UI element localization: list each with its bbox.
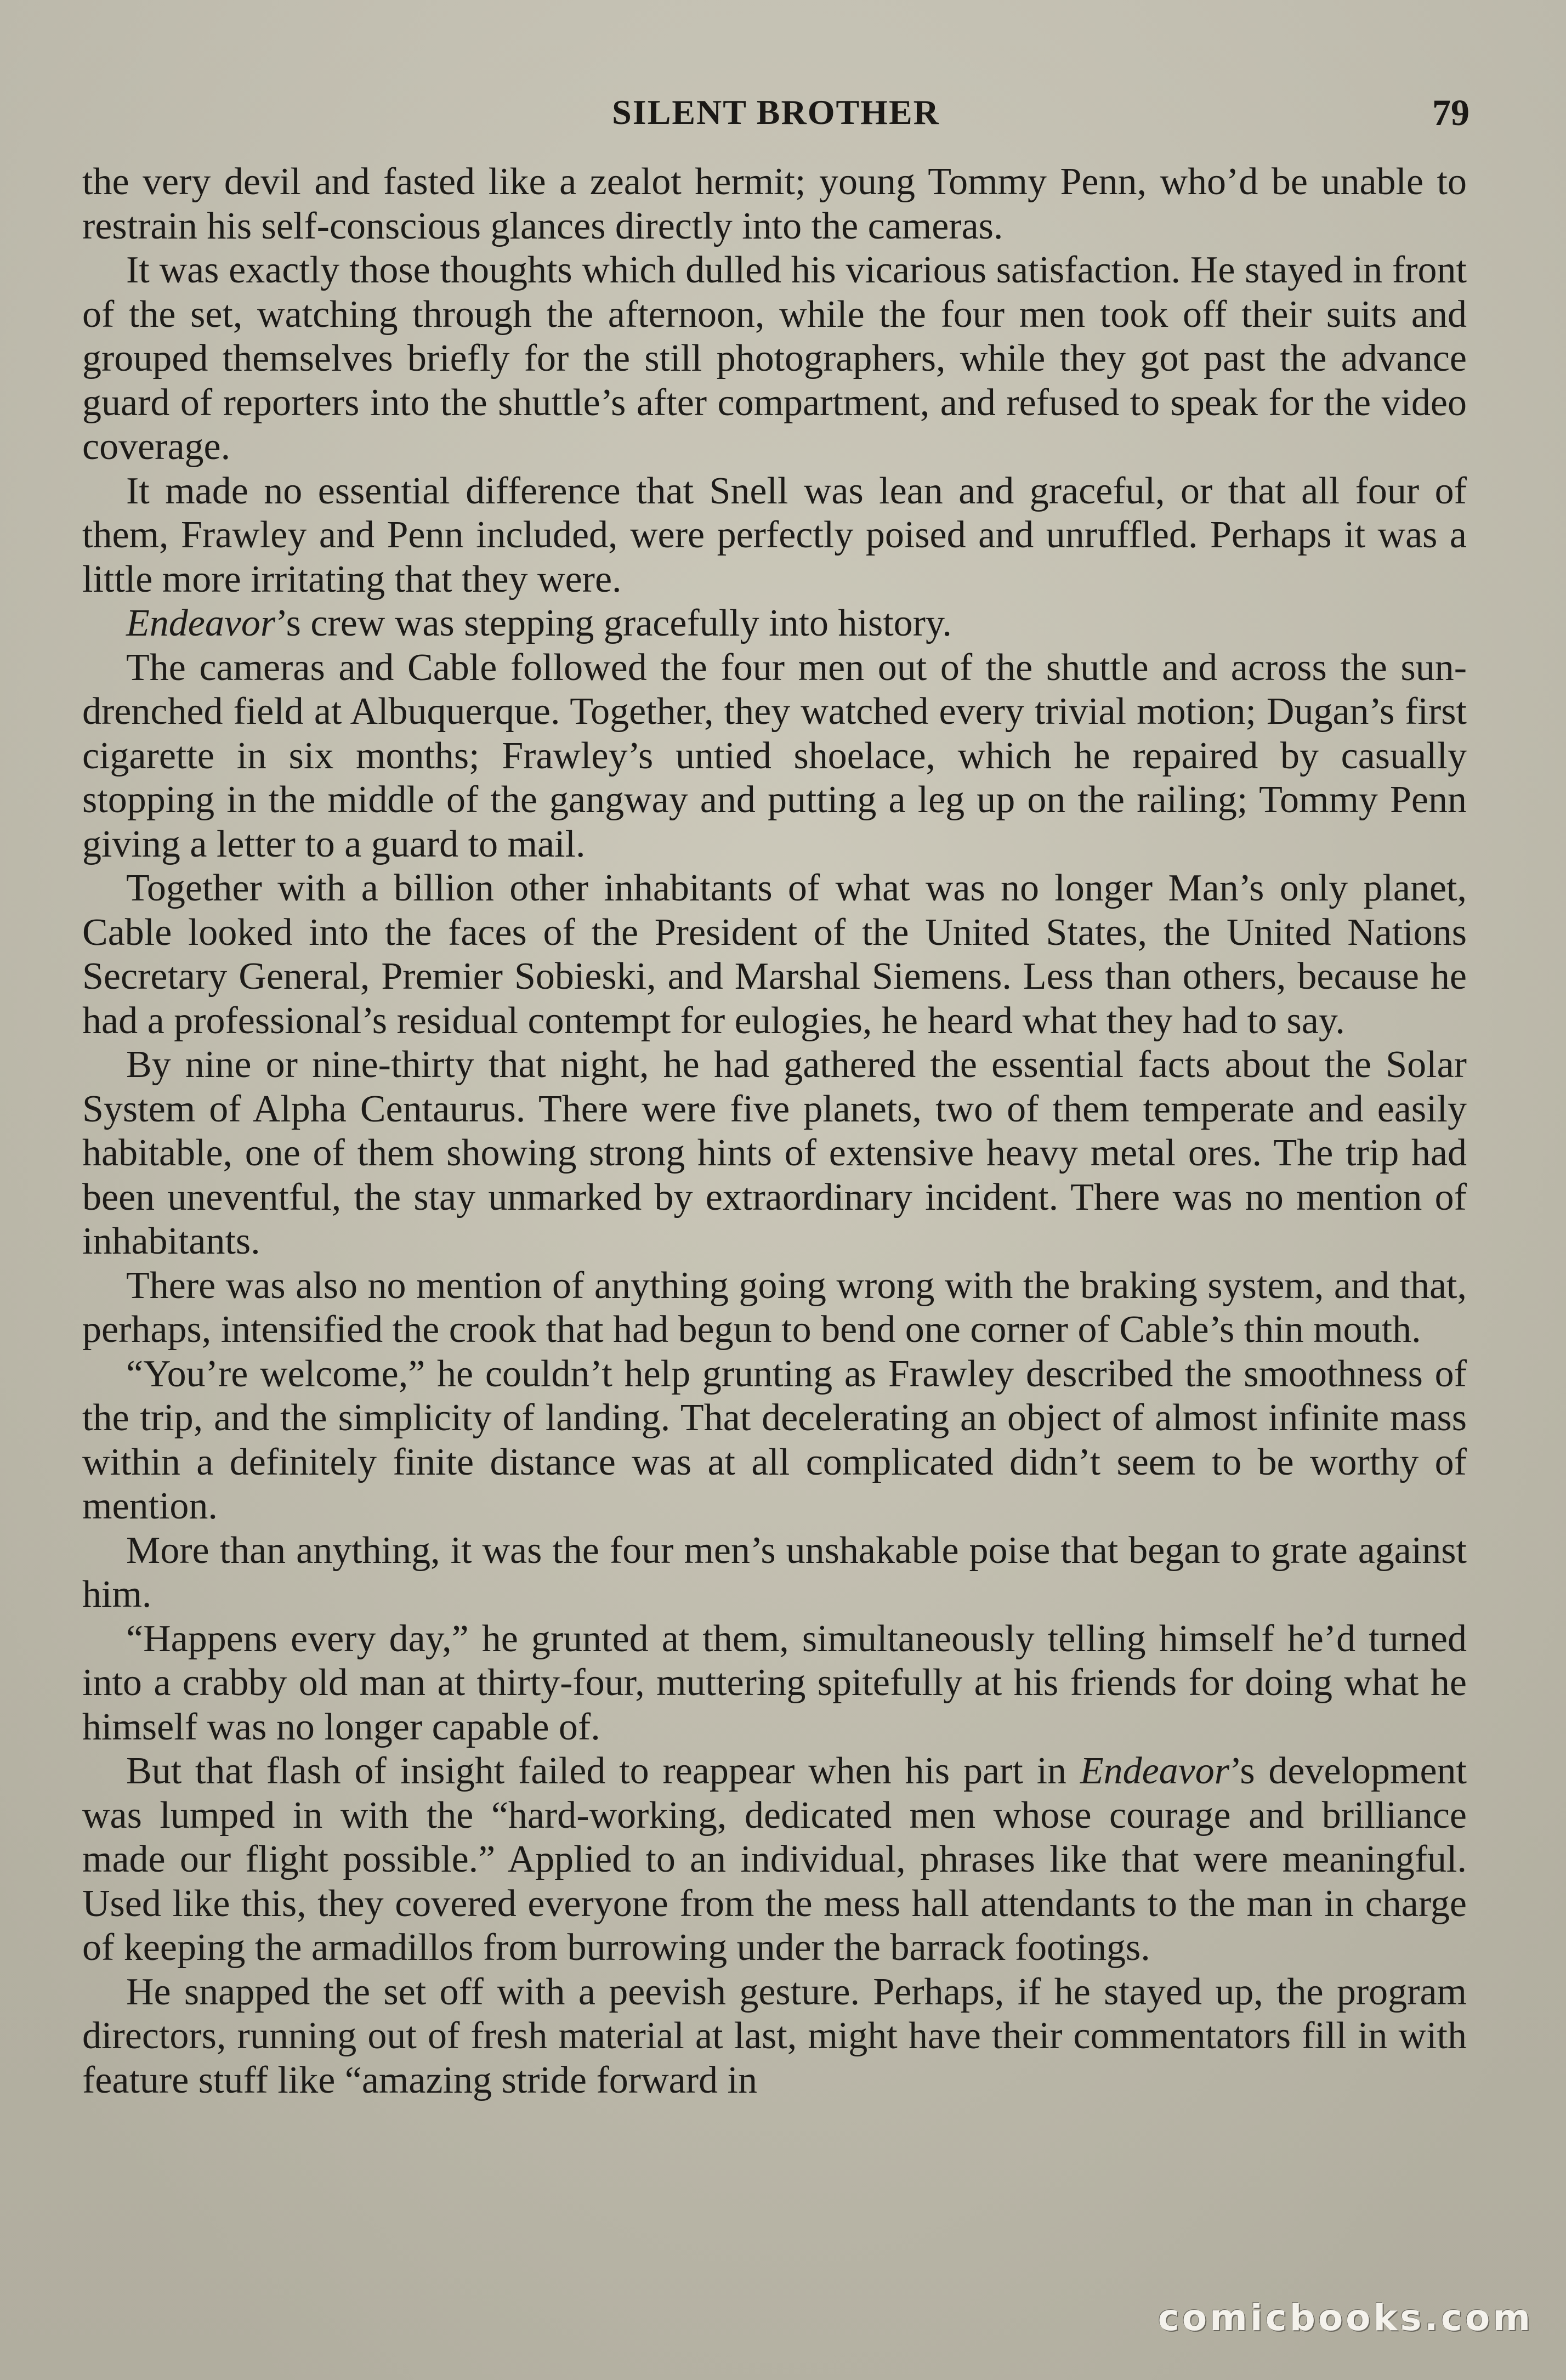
paragraph-text: It was exactly those thoughts which dulled his vicarious satisfaction. He stayed in front of the set, watching through the afternoon, while the four men took off their suits and grouped themselves briefly for the still photographers, while they got past the advance guard of reporters into the shuttle’s after compartment, and refused to speak for the video coverage. [82,249,1467,468]
paragraph [82,248,1467,469]
watermark: comicbooks.com [1158,2297,1533,2339]
paragraph [82,646,1467,867]
paragraph [82,1529,1467,1617]
paragraph-text: ’s development was lumped in with the “hard-working, dedicated men whose courage and brilliance made our flight possible.” Applied to an individual, phrases like that were meaningful. Used like this, they covered everyone from the mess hall attendants to the man in charge of keeping the armadillos from burrowing under the barrack footings. [82,1750,1467,1969]
paragraph-text: More than anything, it was the four men’s unshakable poise that began to grate against him. [82,1529,1467,1616]
page-number: 79 [1432,92,1469,133]
paragraph [82,160,1467,248]
paragraph-text: “You’re welcome,” he couldn’t help grunting as Frawley described the smoothness of the trip, and the simplicity of landing. That decelerating an object of almost infinite mass within a definitely finite distance was at all complicated didn’t seem to be worthy of mention. [82,1352,1467,1527]
paragraph-text: “Happens every day,” he grunted at them, simultaneously telling himself he’d turned into a crabby old man at thirty-four, muttering spitefully at his friends for doing what he himself was no longer capable of. [82,1617,1467,1748]
body-text [82,160,1467,2103]
paragraph-text: ’s crew was stepping gracefully into history. [275,602,952,644]
paragraph-text: The cameras and Cable followed the four men out of the shuttle and across the sun-drenched field at Albuquerque. Together, they watched every trivial motion; Dugan’s first cigarette in six months; Frawley’s untied shoelace, which he repaired by casually stopping in the middle of the gangway and putting a leg up on the railing; Tommy Penn giving a letter to a guard to mail. [82,646,1467,865]
paragraph-text: the very devil and fasted like a zealot hermit; young Tommy Penn, who’d be unable to restrain his self-conscious glances directly into the cameras. [82,161,1467,247]
paragraph-text: He snapped the set off with a peevish gesture. Perhaps, if he stayed up, the program directors, running out of fresh material at last, might have their commentators fill in with feature stuff like “amazing stride forward in [82,1970,1467,2101]
paragraph [82,469,1467,602]
paragraph [82,1352,1467,1529]
paragraph-text: Together with a billion other inhabitants of what was no longer Man’s only planet, Cable looked into the faces of the President of the United States, the United Nations Secretary General, Premier Sobieski, and Marshal Siemens. Less than others, because he had a professional’s residual contempt for eulogies, he heard what they had to say. [82,867,1467,1042]
running-head: SILENT BROTHER [612,93,940,132]
paragraph [82,602,1467,646]
paragraph-text: It made no essential difference that Snell was lean and graceful, or that all four of them, Frawley and Penn included, were perfectly poised and unruffled. Perhaps it was a little more irritating that they were. [82,469,1467,600]
paragraph [82,1749,1467,1970]
italic-text: Endeavor [126,602,276,644]
page-header [82,82,1469,143]
paragraph-text: There was also no mention of anything going wrong with the braking system, and that, perhaps, intensified the crook that had begun to bend one corner of Cable’s thin mouth. [82,1264,1467,1351]
paragraph [82,1264,1467,1352]
paragraph-text: But that flash of insight failed to reappear when his part in [126,1750,1080,1792]
paragraph-text: By nine or nine-thirty that night, he had gathered the essential facts about the Solar System of Alpha Centaurus. There were five planets, two of them temperate and easily habitable, one of them showing strong hints of extensive heavy metal ores. The trip had been uneventful, the stay unmarked by extraordinary incident. There was no mention of inhabitants. [82,1044,1467,1262]
paragraph [82,866,1467,1043]
paragraph [82,1970,1467,2103]
paragraph [82,1617,1467,1750]
italic-text: Endeavor [1080,1750,1229,1792]
paragraph [82,1043,1467,1264]
